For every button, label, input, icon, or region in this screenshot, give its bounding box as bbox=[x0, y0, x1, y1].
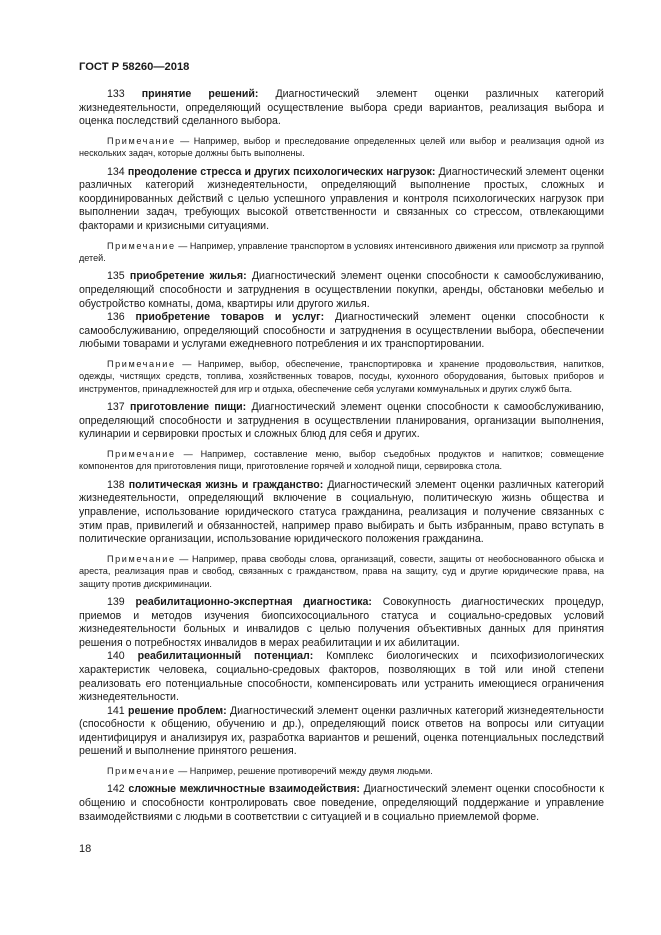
definition-135 bbox=[79, 270, 604, 311]
note-label: Примечание bbox=[107, 240, 176, 251]
term-number: 138 bbox=[107, 478, 125, 491]
definition-138 bbox=[79, 479, 604, 547]
term-name: приготовление пищи: bbox=[129, 401, 247, 414]
term-name: политическая жизнь и гражданство: bbox=[128, 478, 324, 491]
term-text: Диагностический элемент оценки различных категорий жизнедеятельности, определяющий выполнение простых, сложных и координированных действий с целью успешного управления и контроля психологических нагрузок при выполнении задач, требующих высокой ответственности и связанных со стрессом, отвлекающими факторами и кризисными ситуациями. bbox=[79, 165, 605, 232]
term-text: Комплекс биологических и психофизиологических характеристик человека, социально-средовых факторов, позволяющих в той или иной степени реализовать его потенциальные способности, компенсировать или устранить имеющиеся ограничения жизнедеятельности. bbox=[79, 650, 604, 704]
note-137 bbox=[79, 448, 604, 473]
page-number: 18 bbox=[79, 843, 92, 855]
term-text: Совокупность диагностических процедур, приемов и методов изучения биопсихосоциального статуса и социально-средовых условий жизнедеятельности больных и инвалидов с целью получения объективных данных для принятия решения о потребностях инвалидов в мерах реабилитации и их абилитации. bbox=[79, 595, 604, 649]
term-text: Диагностический элемент оценки способности к самообслуживанию, определяющий способности и затруднения в осуществлении выбора, обеспечении любыми товарами и услугами ежедневного потребления и их транспортировании. bbox=[79, 311, 604, 351]
term-number: 141 bbox=[107, 704, 125, 717]
term-text: Диагностический элемент оценки способности к самообслуживанию, определяющий способности и затруднения в осуществлении покупки, аренды, обстановки мебелью и обустройство комнаты, дома, квартиры или другого жилья. bbox=[79, 270, 605, 310]
note-label: Примечание bbox=[107, 448, 176, 459]
definition-140 bbox=[79, 650, 604, 704]
definition-139 bbox=[79, 596, 604, 650]
term-name: реабилитационный потенциал: bbox=[137, 650, 314, 663]
term-name: принятие решений: bbox=[141, 88, 259, 100]
note-text: — Например, управление транспортом в условиях интенсивного движения или присмотр за группой детей. bbox=[79, 240, 604, 263]
term-name: решение проблем: bbox=[128, 704, 227, 717]
term-text: Диагностический элемент оценки различных категорий жизнедеятельности, определяющий осуществление выбора среди вариантов, реализация выбора и оценка последствий сделанного выбора. bbox=[79, 88, 604, 128]
note-141 bbox=[79, 765, 604, 777]
note-text: — Например, выбор, обеспечение, транспортировка и хранение продовольствия, напитков, одежды, чистящих средств, топлива, хозяйственных товаров, посуды, кухонного оборудования, бытовых приборов и инструментов, принадлежностей для игр и отдыха, обеспечение себя услугами коммунальных и других служб быта. bbox=[79, 358, 605, 394]
note-text: — Например, выбор и преследование определенных целей или выбор и реализация одной из нескольких задач, которые должны быть выполнены. bbox=[79, 135, 604, 159]
term-name: реабилитационно-экспертная диагностика: bbox=[135, 595, 372, 608]
term-number: 135 bbox=[107, 270, 125, 283]
note-label: Примечание bbox=[107, 766, 176, 777]
term-number: 136 bbox=[107, 311, 125, 324]
note-label: Примечание bbox=[107, 358, 176, 369]
term-number: 133 bbox=[107, 88, 125, 100]
term-text: Диагностический элемент оценки способности к самообслуживанию, определяющий способности и затруднения в осуществлении планирования, организации выполнения, кулинарии и сервировки простых и сложных блюд для себя и других. bbox=[79, 401, 604, 441]
term-text: Диагностический элемент оценки различных категорий жизнедеятельности, определяющий включение в социальную, политическую жизнь общества и управление, использование юридического статуса гражданина, реализация и получение связанных с этим прав, привилегий и обязанностей, например право выбирать и быть избранным, право вступать в политические организации, использование юридического положения гражданина. bbox=[79, 478, 604, 546]
term-number: 137 bbox=[107, 401, 125, 414]
term-name: приобретение жилья: bbox=[129, 270, 247, 283]
note-134 bbox=[79, 240, 604, 265]
term-number: 134 bbox=[107, 165, 125, 178]
definition-136 bbox=[79, 311, 604, 352]
document-body bbox=[79, 88, 604, 830]
term-text: Диагностический элемент оценки различных категорий жизнедеятельности (способности к общению, обучению и др.), определяющий поиск ответов на вопросы или ситуации идентифицируя и анализируя их, разработка вариантов и решений, оценка потенциальных последствий решений и выполнение принятого решения. bbox=[79, 704, 604, 758]
note-text: — Например, решение противоречий между двумя людьми. bbox=[178, 766, 433, 777]
definition-134 bbox=[79, 166, 604, 234]
term-number: 142 bbox=[107, 783, 125, 796]
term-number: 139 bbox=[107, 595, 125, 608]
note-text: — Например, составление меню, выбор съедобных продуктов и напитков; совмещение компонентов для приготовления пищи, приготовление горячей и холодной пищи, сервировка стола. bbox=[79, 448, 604, 472]
term-number: 140 bbox=[107, 650, 125, 663]
note-label: Примечание bbox=[107, 553, 176, 564]
term-name: сложные межличностные взаимодействия: bbox=[128, 783, 360, 796]
term-name: преодоление стресса и других психологических нагрузок: bbox=[127, 165, 436, 178]
term-name: приобретение товаров и услуг: bbox=[135, 311, 325, 324]
document-header: ГОСТ Р 58260—2018 bbox=[79, 61, 190, 73]
note-133 bbox=[79, 135, 604, 160]
definition-137 bbox=[79, 401, 604, 442]
definition-142 bbox=[79, 783, 604, 824]
definition-141 bbox=[79, 705, 604, 759]
definition-133 bbox=[79, 88, 604, 129]
note-label: Примечание bbox=[107, 135, 176, 146]
note-138 bbox=[79, 553, 604, 590]
note-text: — Например, права свободы слова, организаций, совести, защиты от необоснованного обыска и ареста, реализация прав и свобод, связанных с гражданством, права на защиту, суд и другие юридические права, на защиту против дискриминации. bbox=[79, 553, 605, 589]
note-136 bbox=[79, 358, 604, 395]
term-text: Диагностический элемент оценки способности к общению и способности контролировать свое поведение, определяющий поддержание и управление взаимодействиями с людьми в соответствии с ситуацией и в социально приемлемой форме. bbox=[79, 783, 605, 823]
